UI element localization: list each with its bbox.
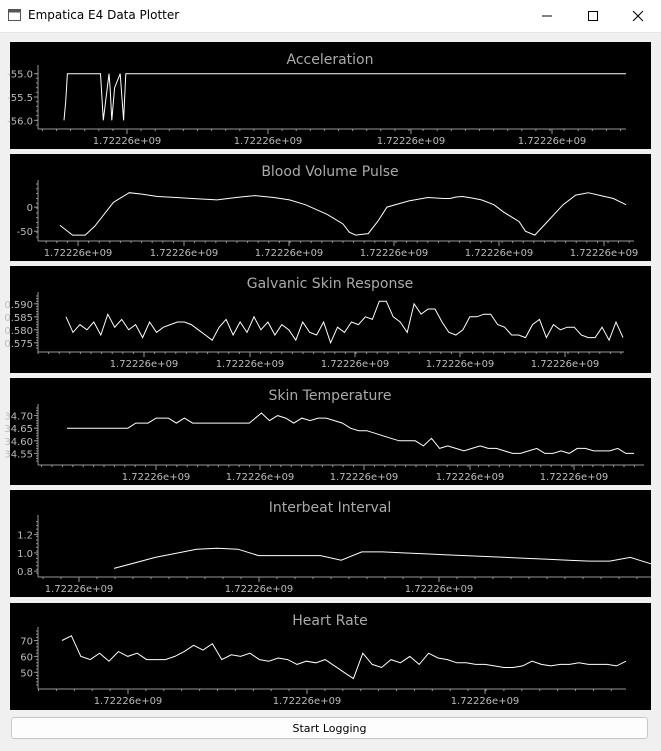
- y-tick-label: 50: [20, 668, 33, 680]
- acceleration-plot[interactable]: [7, 42, 651, 149]
- x-tick-label: 1.72226e+09: [425, 359, 495, 370]
- data-series-line: [67, 413, 634, 453]
- x-tick-label: 1.72226e+09: [225, 472, 295, 483]
- app-icon: [8, 9, 21, 21]
- y-tick-label: 34.65: [4, 424, 33, 436]
- x-tick-label: 1.72226e+09: [224, 584, 294, 595]
- y-tick-label: -56.0: [7, 116, 33, 128]
- y-tick-label: 0.580: [4, 325, 33, 337]
- skin-temperature-chart: [4, 378, 651, 485]
- x-tick-label: 1.72226e+09: [254, 248, 324, 259]
- heart-rate-chart: [10, 603, 651, 710]
- close-button[interactable]: [615, 0, 661, 32]
- acceleration-chart: [7, 42, 651, 149]
- x-tick-label: 1.72226e+09: [233, 136, 303, 147]
- x-tick-label: 1.72226e+09: [404, 584, 474, 595]
- x-tick-label: 1.72226e+09: [121, 472, 191, 483]
- heart-rate-plot[interactable]: [10, 603, 651, 710]
- galvanic-skin-response-plot[interactable]: [4, 266, 651, 373]
- close-icon: [632, 10, 644, 22]
- x-tick-label: 1.72226e+09: [464, 248, 534, 259]
- y-tick-label: 34.55: [4, 449, 33, 461]
- data-series-line: [114, 548, 651, 568]
- x-tick-label: 1.72226e+09: [272, 696, 342, 707]
- x-tick-label: 1.72226e+09: [329, 472, 399, 483]
- x-tick-label: 1.72226e+09: [376, 136, 446, 147]
- x-tick-label: 1.72226e+09: [92, 136, 162, 147]
- maximize-button[interactable]: [570, 0, 616, 32]
- data-series-line: [64, 74, 626, 121]
- chart-title: Acceleration: [286, 52, 374, 68]
- chart-title: Blood Volume Pulse: [261, 164, 399, 180]
- x-tick-label: 1.72226e+09: [539, 472, 609, 483]
- chart-title: Skin Temperature: [268, 388, 392, 404]
- minimize-icon: [541, 10, 553, 22]
- y-tick-label: 0.575: [4, 338, 33, 350]
- start-logging-button[interactable]: Start Logging: [11, 717, 648, 739]
- x-tick-label: 1.72226e+09: [43, 248, 113, 259]
- interbeat-interval-plot[interactable]: [10, 490, 651, 597]
- y-tick-label: 0: [26, 203, 33, 215]
- x-tick-label: 1.72226e+09: [44, 584, 114, 595]
- title-bar: [0, 0, 661, 33]
- minimize-button[interactable]: [524, 0, 570, 32]
- x-tick-label: 1.72226e+09: [149, 248, 219, 259]
- window-title: Empatica E4 Data Plotter: [28, 8, 180, 22]
- skin-temperature-plot[interactable]: [4, 378, 651, 485]
- x-tick-label: 1.72226e+09: [320, 359, 390, 370]
- y-tick-label: 0.8: [17, 567, 33, 579]
- y-tick-label: 1.2: [17, 530, 33, 542]
- blood-volume-pulse-plot[interactable]: [10, 154, 651, 261]
- y-tick-label: 0.585: [4, 312, 33, 324]
- chart-title: Heart Rate: [292, 613, 368, 629]
- data-series-line: [62, 636, 626, 679]
- x-tick-label: 1.72226e+09: [109, 359, 179, 370]
- y-tick-label: 0.590: [4, 299, 33, 311]
- x-tick-label: 1.72226e+09: [517, 136, 587, 147]
- x-tick-label: 1.72226e+09: [359, 248, 429, 259]
- y-tick-label: -55.0: [7, 69, 33, 81]
- y-tick-label: -55.5: [7, 93, 33, 104]
- x-tick-label: 1.72226e+09: [569, 248, 639, 259]
- y-tick-label: 70: [20, 636, 33, 648]
- maximize-icon: [587, 10, 599, 22]
- data-series-line: [66, 301, 623, 343]
- interbeat-interval-chart: [10, 490, 651, 597]
- chart-title: Galvanic Skin Response: [246, 276, 414, 292]
- x-tick-label: 1.72226e+09: [530, 359, 600, 370]
- chart-title: Interbeat Interval: [268, 500, 392, 516]
- y-tick-label: 34.60: [4, 436, 33, 448]
- x-tick-label: 1.72226e+09: [215, 359, 285, 370]
- x-tick-label: 1.72226e+09: [435, 472, 505, 483]
- data-series-line: [60, 193, 626, 235]
- y-tick-label: -50: [16, 227, 33, 239]
- x-tick-label: 1.72226e+09: [450, 696, 520, 707]
- x-tick-label: 1.72226e+09: [93, 696, 163, 707]
- y-tick-label: 34.70: [4, 411, 33, 423]
- y-tick-label: 1.0: [17, 548, 33, 560]
- y-tick-label: 60: [20, 652, 33, 664]
- galvanic-skin-response-chart: [4, 266, 651, 373]
- blood-volume-pulse-chart: [10, 154, 651, 261]
